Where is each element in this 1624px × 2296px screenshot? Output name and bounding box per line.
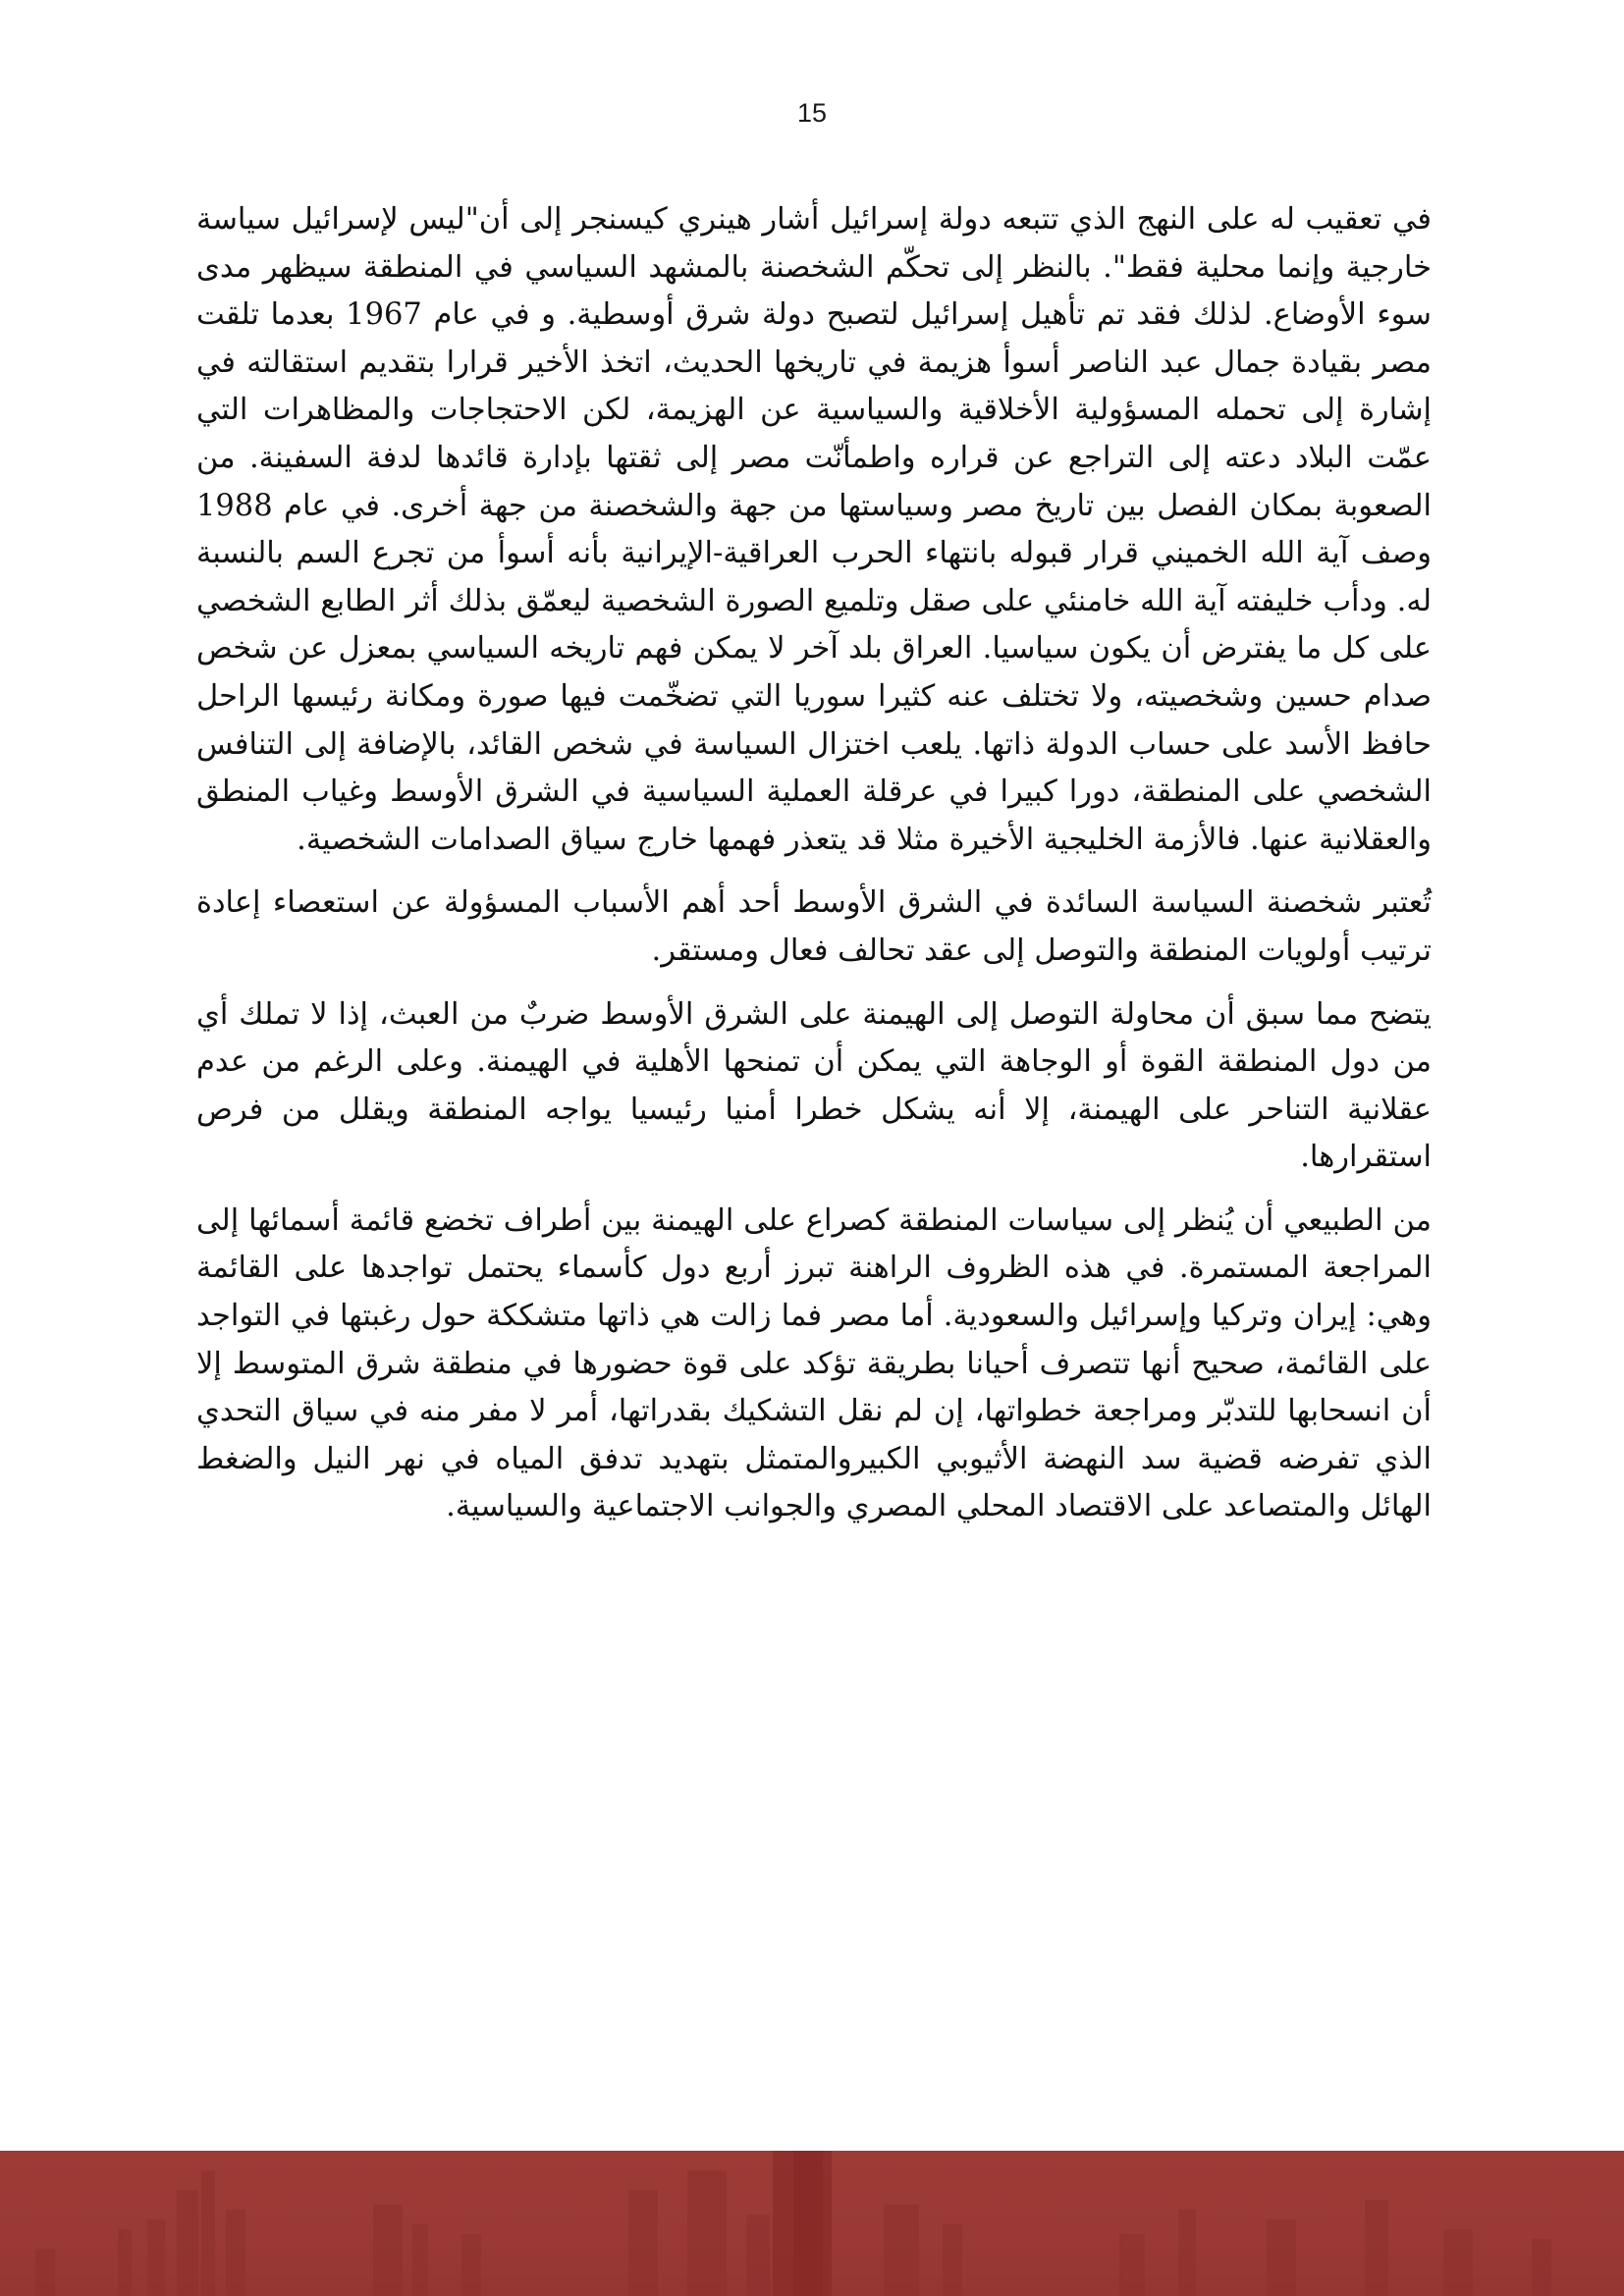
paragraph-personalization-history: في تعقيب له على النهج الذي تتبعه دولة إسرائيل أشار هينري كيسنجر إلى أن"ليس لإسرائيل سياسة خارجية وإنما محلية فقط". بالنظر إلى تحكّم الشخصنة بالمشهد السياسي في المنطقة سيظهر مدى سوء الأوضاع. لذلك فقد تم تأهيل إسرائيل لتصبح دولة شرق أوسطية. و في عام 1967 بعدما تلقت مصر بقيادة جمال عبد الناصر أسوأ هزيمة في تاريخها الحديث، اتخذ الأخير قرارا بتقديم استقالته في إشارة إلى تحمله المسؤولية الأخلاقية والسياسية عن الهزيمة، لكن الاحتجاجات والمظاهرات التي عمّت البلاد دعته إلى التراجع عن قراره واطمأنّت مصر إلى ثقتها بإدارة قائدها لدفة السفينة. من الصعوبة بمكان الفصل بين تاريخ مصر وسياستها من جهة والشخصنة من جهة أخرى. في عام 1988 وصف آية الله الخميني قرار قبوله بانتهاء الحرب العراقية-الإيرانية بأنه أسوأ من تجرع السم بالنسبة له. ودأب خليفته آية الله خامنئي على صقل وتلميع الصورة الشخصية ليعمّق بذلك أثر الطابع الشخصي على كل ما يفترض أن يكون سياسيا. العراق بلد آخر لا يمكن فهم تاريخه السياسي بمعزل عن شخص صدام حسين وشخصيته، ولا تختلف عنه كثيرا سوريا التي تضخّمت فيها صورة ومكانة رئيسها الراحل حافظ الأسد على حساب الدولة ذاتها. يلعب اختزال السياسة في شخص القائد، بالإضافة إلى التنافس الشخصي على المنطقة، دورا كبيرا في عرقلة العملية السياسية في الشرق الأوسط وغياب المنطق والعقلانية عنها. فالأزمة الخليجية الأخيرة مثلا قد يتعذر فهمها خارج سياق الصدامات الشخصية. [196,202,1432,857]
paragraph-hegemony-futility: يتضح مما سبق أن محاولة التوصل إلى الهيمنة على الشرق الأوسط ضربٌ من العبث، إذا لا تملك أي من دول المنطقة القوة أو الوجاهة التي يمكن أن تمنحها الأهلية في الهيمنة. وعلى الرغم من عدم عقلانية التناحر على الهيمنة، إلا أنه يشكل خطرا أمنيا رئيسيا يواجه المنطقة ويقلل من فرص استقرارها. [196,996,1432,1175]
footer-band [0,2151,1624,2296]
page-number: 15 [796,98,828,128]
city-skyline-icon [0,2151,1624,2296]
paragraph-personalization-summary: تُعتبر شخصنة السياسة السائدة في الشرق الأوسط أحد أهم الأسباب المسؤولة عن استعصاء إعادة ترتيب أولويات المنطقة والتوصل إلى عقد تحالف فعال ومستقر. [196,885,1432,968]
article-body [196,196,1432,1547]
paragraph-hegemony-contenders: من الطبيعي أن يُنظر إلى سياسات المنطقة كصراع على الهيمنة بين أطراف تخضع قائمة أسمائها إلى المراجعة المستمرة. في هذه الظروف الراهنة تبرز أربع دول كأسماء يحتمل تواجدها على القائمة وهي: إيران وتركيا وإسرائيل والسعودية. أما مصر فما زالت هي ذاتها متشككة حول رغبتها في التواجد على القائمة، صحيح أنها تتصرف أحيانا بطريقة تؤكد على قوة حضورها في منطقة شرق المتوسط إلا أن انسحابها للتدبّر ومراجعة خطواتها، إن لم نقل التشكيك بقدراتها، أمر لا مفر منه في سياق التحدي الذي تفرضه قضية سد النهضة الأثيوبي الكبيروالمتمثل بتهديد تدفق المياه في نهر النيل والضغط الهائل والمتصاعد على الاقتصاد المحلي المصري والجوانب الاجتماعية والسياسية. [196,1202,1432,1524]
